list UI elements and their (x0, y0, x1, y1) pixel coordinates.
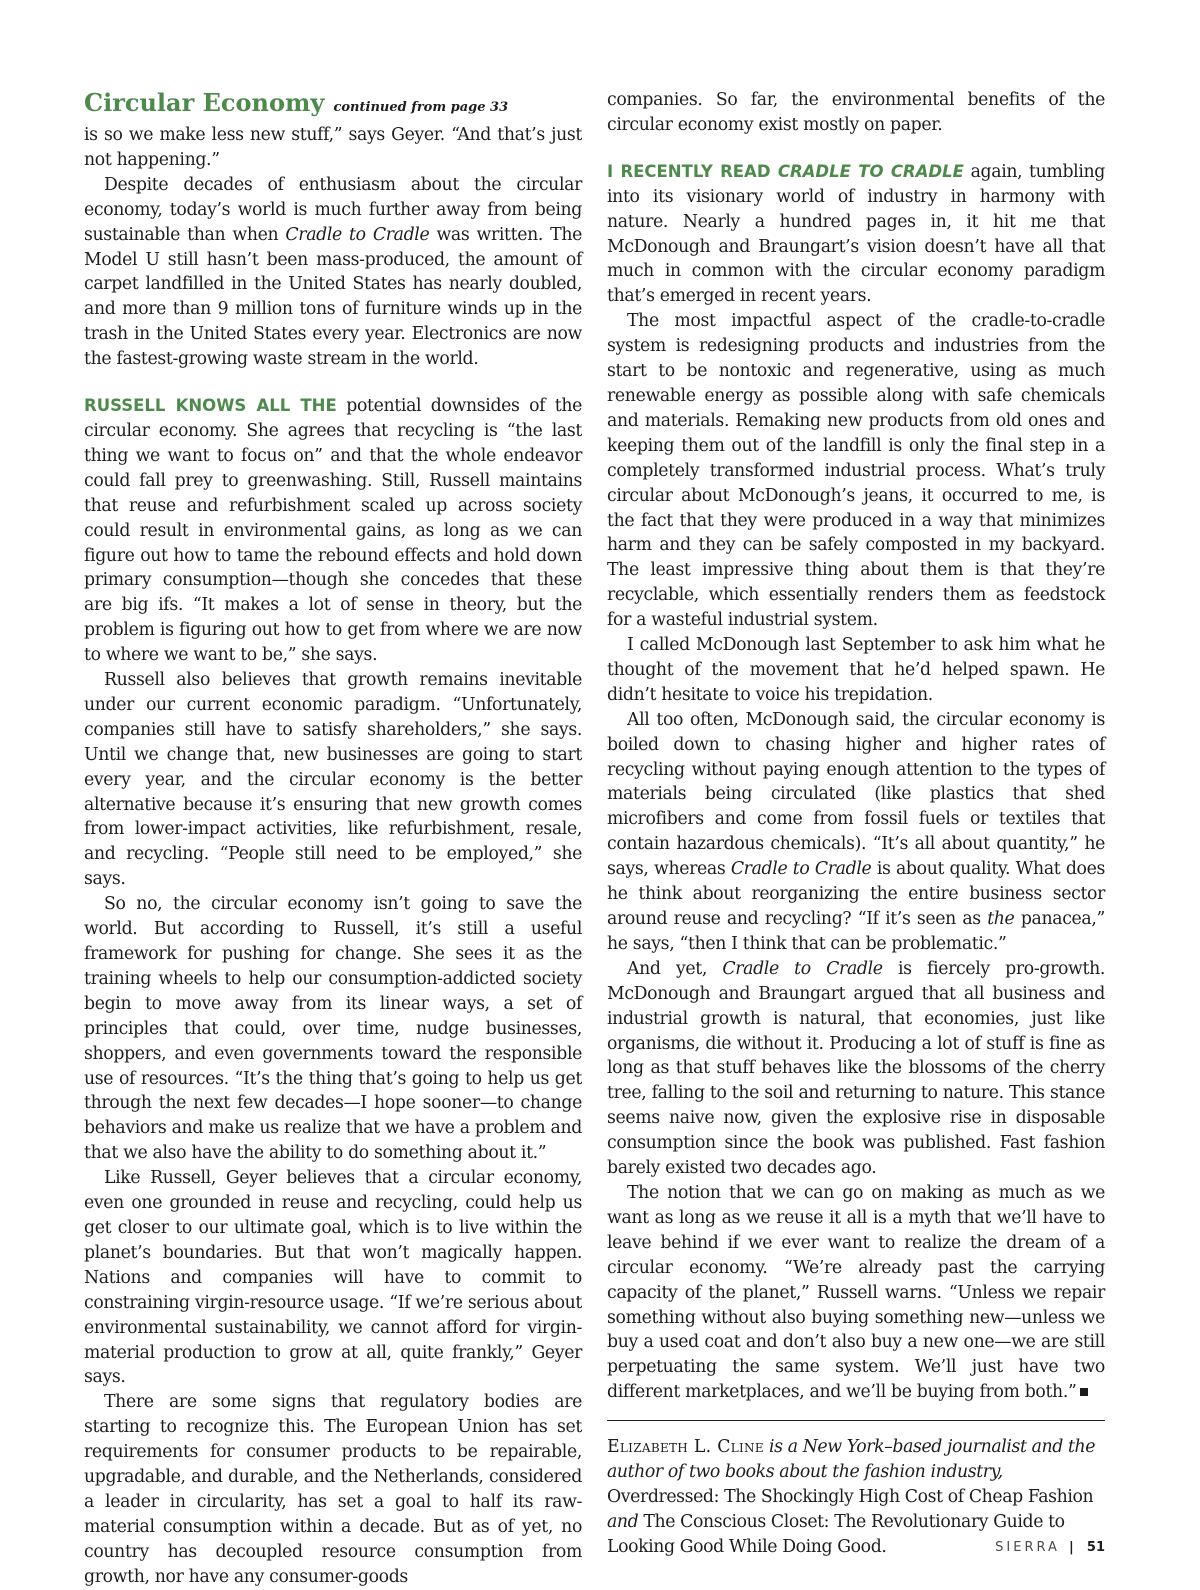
book-title: Overdressed: The Shockingly High Cost of Cheap Fashion (607, 1486, 1094, 1507)
right-column (607, 88, 1105, 1560)
author-name: Elizabeth L. Cline (607, 1437, 764, 1458)
paragraph: The most impactful aspect of the cradle-to-cradle system is redesigning products and industries from the start to be nontoxic and regenerative, using as much renewable energy as possible along with safe chemicals and materials. Remaking new products from old ones and keeping them out of the landfill is only the final step in a completely transformed industrial process. What’s truly circular about McDonough’s jeans, it occurred to me, is the fact that they were produced in a way that minimizes harm and they can be safely composted in my backyard. The least impressive thing about them is that they’re recyclable, which essentially renders them as feedstock for a wasteful industrial system. (607, 311, 1105, 631)
paragraph: Despite decades of enthusiasm about the circular economy, today’s world is much further away from being sustainable than when Cradle to Cradle was written. The Model U still hasn’t been mass-produced, the amount of carpet landfilled in the United States has nearly doubled, and more than 9 million tons of furniture winds up in the trash in the United States every year. Electronics are now the fastest-growing waste stream in the world. (84, 174, 582, 370)
magazine-name: SIERRA (995, 1540, 1060, 1555)
paragraph: And yet, Cradle to Cradle is fiercely pro-growth. McDonough and Braungart argued that all business and industrial growth is natural, that economies, just like organisms, die without it. Producing a lot of stuff is fine as long as that stuff behaves like the blossoms of the cherry tree, falling to the soil and returning to nature. This stance seems naive now, given the explosive rise in disposable consumption since the book was published. Fast fashion barely existed two decades ago. (607, 958, 1105, 1179)
folio-separator: | (1069, 1540, 1074, 1555)
paragraph: I RECENTLY READ CRADLE TO CRADLE again, tumbling into its visionary world of industry in harmony with nature. Nearly a hundred pages in, it hit me that McDonough and Braungart’s vision doesn’t have all that much in common with the circular economy paradigm that’s emerged in recent years. (607, 161, 1105, 307)
book-title: The Conscious Closet: The Revolutionary Guide to Looking Good While Doing Good. (607, 1511, 1065, 1557)
section-header (84, 88, 582, 123)
paragraph: companies. So far, the environmental benefits of the circular economy exist mostly on paper. (607, 90, 1105, 135)
continued-note: continued from page 33 (333, 100, 509, 115)
section-title: Circular Economy (84, 88, 325, 117)
paragraph: RUSSELL KNOWS ALL THE potential downsides of the circular economy. She agrees that recycling is “the last thing we want to focus on” and that the whole endeavor could fall prey to greenwashing. Still, Russell maintains that reuse and refurbishment scaled up across society could result in environmental gains, as long as we can figure out how to tame the rebound effects and hold down primary consumption—though she concedes that these are big ifs. “It makes a lot of sense in theory, but the problem is figuring out how to get from where we are now to where we want to be,” she says. (84, 396, 583, 666)
section-lead-in: I RECENTLY READ CRADLE TO CRADLE (607, 161, 964, 181)
page-number: 51 (1086, 1540, 1105, 1555)
end-of-article-mark (1080, 1388, 1088, 1396)
paragraph: So no, the circular economy isn’t going to save the world. But according to Russell, it’s still a useful framework for pushing for change. She sees it as the training wheels to help our consumption-addicted society begin to move away from its linear ways, a set of principles that could, over time, nudge businesses, shoppers, and even governments toward the responsible use of resources. “It’s the thing that’s going to help us get through the next few decades—I hope sooner—to change behaviors and make us realize that we have a problem and that we also have the ability to do something about it.” (84, 894, 582, 1164)
paragraph: is so we make less new stuff,” says Geyer. “And that’s just not happening.” (84, 125, 582, 170)
divider (607, 1420, 1105, 1421)
page-folio (995, 1540, 1105, 1555)
paragraph: The notion that we can go on making as much as we want as long as we reuse it all is a myth that we’ll have to leave behind if we ever want to realize the dream of a circular economy. “We’re already past the carrying capacity of the planet,” Russell warns. “Unless we repair something without also buying something new—unless we buy a used coat and don’t also buy a new one—we are still perpetuating the same system. We’ll just have two different marketplaces, and we’ll be buying from both.” (607, 1182, 1105, 1403)
paragraph: I called McDonough last September to ask him what he thought of the movement that he’d helped spawn. He didn’t hesitate to voice his trepidation. (607, 635, 1105, 705)
left-column (84, 88, 582, 1590)
paragraph: There are some signs that regulatory bodies are starting to recognize this. The European Union has set requirements for consumer products to be repairable, upgradable, and durable, and the Netherlands, considered a leader in circularity, has set a goal to half its raw-material consumption within a decade. But as of yet, no country has decoupled resource consumption from growth, nor have any consumer-goods (84, 1392, 582, 1587)
author-bio: Elizabeth L. Cline is a New York–based journalist and the author of two books about the fashion industry, Overdressed: The Shockingly High Cost of Cheap Fashion and The Conscious Closet: The Revolutionary Guide to Looking Good While Doing Good. (607, 1437, 1096, 1557)
paragraph: Like Russell, Geyer believes that a circular economy, even one grounded in reuse and recycling, could help us get closer to our ultimate goal, which is to live within the planet’s boundaries. But that won’t magically happen. Nations and companies will have to commit to constraining virgin-resource usage. “If we’re serious about environmental sustainability, we cannot afford for virgin-material production to grow at all, quite frankly,” Geyer says. (84, 1168, 582, 1388)
paragraph: Russell also believes that growth remains inevitable under our current economic paradigm. “Unfortunately, companies still have to satisfy shareholders,” she says. Until we change that, new businesses are going to start every year, and the circular economy is the better alternative because it’s ensuring that new growth comes from lower-impact activities, like refurbishment, resale, and recycling. “People still need to be employed,” she says. (84, 670, 582, 890)
paragraph: All too often, McDonough said, the circular economy is boiled down to chasing higher and higher rates of recycling without paying enough attention to the types of materials being circulated (like plastics that shed microfibers and come from fossil fuels or textiles that contain hazardous chemicals). “It’s all about quantity,” he says, whereas Cradle to Cradle is about quality. What does he think about reorganizing the entire business sector around reuse and recycling? “If it’s seen as the panacea,” he says, “then I think that can be problematic.” (607, 709, 1106, 954)
section-lead-in: RUSSELL KNOWS ALL THE (84, 396, 337, 416)
